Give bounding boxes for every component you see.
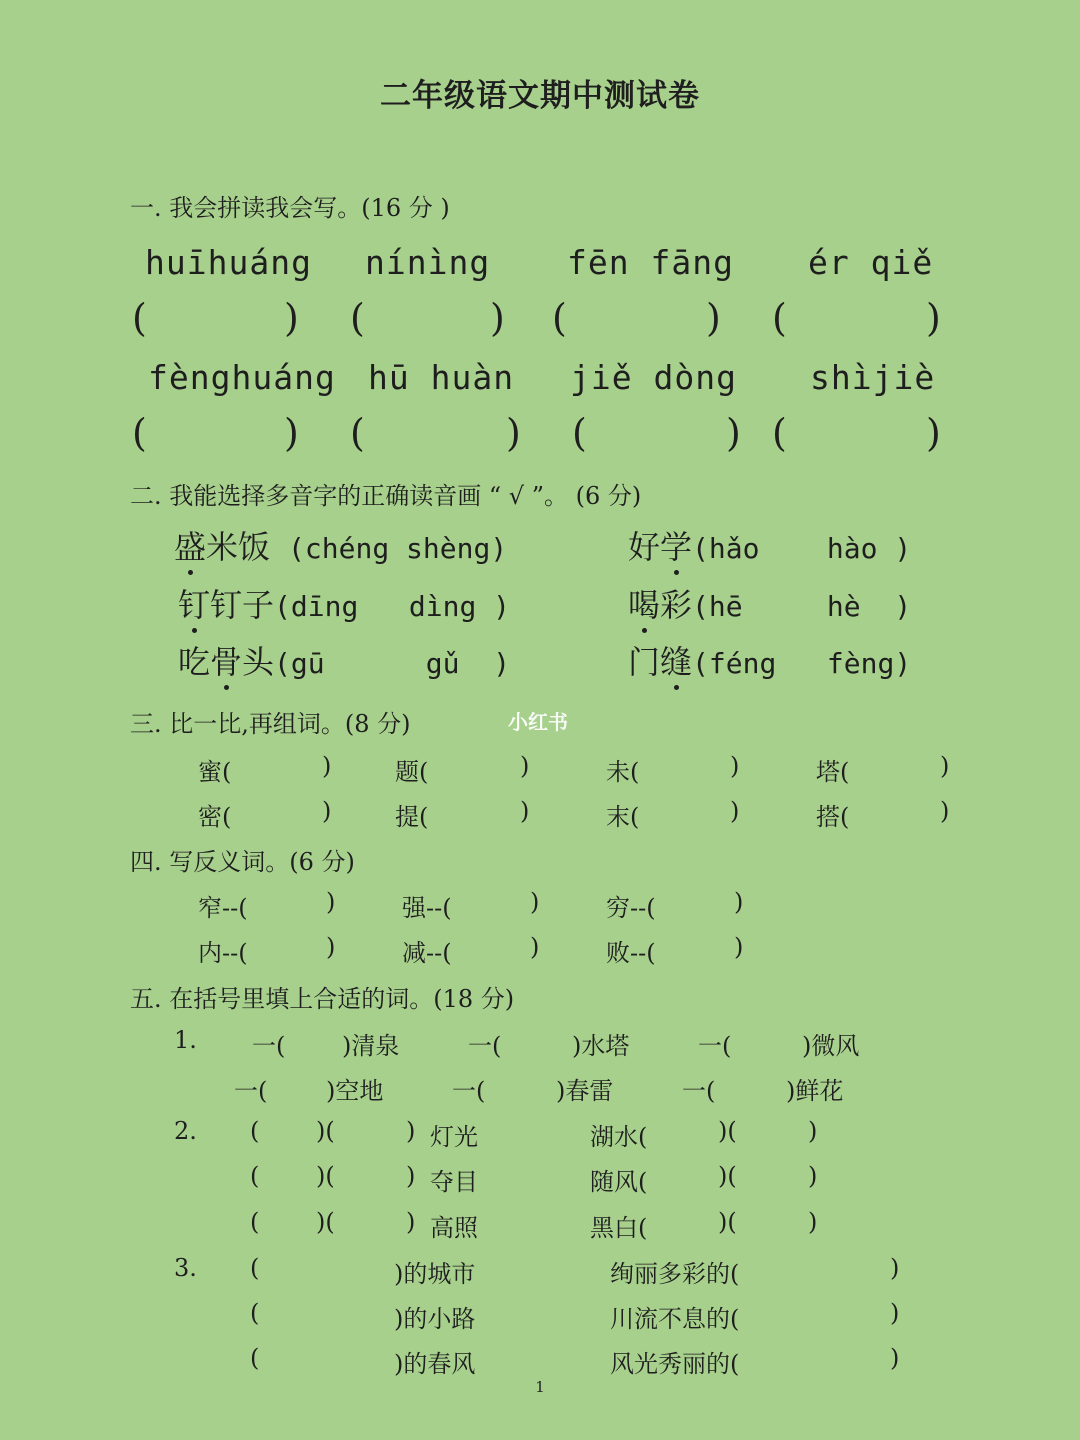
section-2-heading: 二. 我能选择多音字的正确读音画 “ √ ”。 (6 分) xyxy=(130,482,642,510)
compare-item: 未( xyxy=(606,758,640,786)
fill-word: 黑白( xyxy=(590,1214,648,1242)
paren-close: ) xyxy=(406,1117,416,1145)
compare-item: 蜜( xyxy=(198,758,232,786)
paren-close: ) xyxy=(520,797,530,825)
paren-close: ) xyxy=(940,797,950,825)
paren-close: ) xyxy=(406,1162,416,1190)
dotted-char: 喝 xyxy=(628,580,660,626)
pinyin-5: fènghuáng xyxy=(148,358,336,397)
fill-word: 随风( xyxy=(590,1168,648,1196)
pinyin-options: (dīng dìng ) xyxy=(274,590,511,623)
fill-word: 绚丽多彩的( xyxy=(610,1260,740,1288)
pinyin-3: fēn fāng xyxy=(567,243,734,282)
compare-item: 塔( xyxy=(816,758,850,786)
measure-word: )水塔 xyxy=(572,1032,630,1060)
pinyin-1: huīhuáng xyxy=(145,243,312,282)
fill-word: 风光秀丽的( xyxy=(610,1350,740,1378)
paren-open: ( xyxy=(250,1254,260,1282)
compare-item: 末( xyxy=(606,803,640,831)
paren-close: ) xyxy=(490,296,505,340)
antonym-item: 减--( xyxy=(402,939,452,967)
fill-word: )的城市 xyxy=(394,1260,476,1288)
paren-pair: )( xyxy=(316,1208,335,1236)
paren-close: ) xyxy=(284,411,299,455)
item-text: 钉子 xyxy=(210,586,275,624)
fill-word: 灯光 xyxy=(430,1123,478,1151)
paren-open: ( xyxy=(250,1299,260,1327)
antonym-item: 窄--( xyxy=(198,894,248,922)
section-1-heading: 一. 我会拼读我会写。(16 分 ) xyxy=(130,194,450,222)
compare-item: 搭( xyxy=(816,803,850,831)
dotted-char: 骨 xyxy=(210,637,242,683)
paren-open: ( xyxy=(552,296,567,340)
question-number: 3. xyxy=(174,1254,197,1282)
dotted-char: 钉 xyxy=(178,580,210,626)
compare-item: 提( xyxy=(395,803,429,831)
paren-open: ( xyxy=(250,1344,260,1372)
item-text: 米饭 xyxy=(206,528,271,566)
fill-word: 川流不息的( xyxy=(610,1305,740,1333)
paren-open: ( xyxy=(772,296,787,340)
pinyin-options: (chéng shèng) xyxy=(288,532,508,565)
paren-pair: )( xyxy=(316,1162,335,1190)
paren-close: ) xyxy=(940,752,950,780)
paren-close: ) xyxy=(726,411,741,455)
paren-open: ( xyxy=(350,296,365,340)
paren-pair: )( xyxy=(718,1208,737,1236)
paren-close: ) xyxy=(808,1162,818,1190)
measure-word: )空地 xyxy=(326,1077,384,1105)
polyphone-item xyxy=(628,580,911,626)
paren-open: ( xyxy=(250,1162,260,1190)
paren-close: ) xyxy=(808,1117,818,1145)
paren-close: ) xyxy=(326,888,336,916)
measure-blank: 一( xyxy=(682,1077,716,1105)
pinyin-6: hū huàn xyxy=(368,358,515,397)
paren-open: ( xyxy=(132,296,147,340)
paren-open: ( xyxy=(772,411,787,455)
paren-open: ( xyxy=(572,411,587,455)
dotted-char: 学 xyxy=(660,522,692,568)
polyphone-item xyxy=(628,522,911,568)
paren-close: ) xyxy=(520,752,530,780)
measure-blank: 一( xyxy=(452,1077,486,1105)
pinyin-options: (hǎo hào ) xyxy=(692,532,912,565)
fill-word: 高照 xyxy=(430,1214,478,1242)
section-5-heading: 五. 在括号里填上合适的词。(18 分) xyxy=(130,985,515,1013)
dotted-char: 缝 xyxy=(660,637,692,683)
paren-close: ) xyxy=(284,296,299,340)
measure-word: )清泉 xyxy=(342,1032,400,1060)
section-4-heading: 四. 写反义词。(6 分) xyxy=(130,848,355,876)
paren-open: ( xyxy=(250,1208,260,1236)
measure-word: )鲜花 xyxy=(786,1077,844,1105)
measure-word: )微风 xyxy=(802,1032,860,1060)
compare-item: 密( xyxy=(198,803,232,831)
paren-close: ) xyxy=(730,797,740,825)
item-text: 彩 xyxy=(660,586,693,624)
paren-pair: )( xyxy=(316,1117,335,1145)
paren-close: ) xyxy=(326,933,336,961)
polyphone-item xyxy=(178,580,510,626)
question-number: 1. xyxy=(174,1026,197,1054)
fill-word: 夺目 xyxy=(430,1168,478,1196)
paren-close: ) xyxy=(734,933,744,961)
watermark: 小红书 xyxy=(508,710,568,734)
fill-word: )的春风 xyxy=(394,1350,476,1378)
pinyin-options: (féng fèng) xyxy=(692,647,912,680)
polyphone-item xyxy=(174,522,507,568)
pinyin-options: (gū gǔ ) xyxy=(274,647,511,680)
item-text: 吃 xyxy=(178,643,211,681)
compare-item: 题( xyxy=(395,758,429,786)
paren-close: ) xyxy=(926,296,941,340)
measure-blank: 一( xyxy=(698,1032,732,1060)
item-text: 头 xyxy=(242,643,275,681)
antonym-item: 内--( xyxy=(198,939,248,967)
dotted-char: 盛 xyxy=(174,522,206,568)
page-title: 二年级语文期中测试卷 xyxy=(380,78,700,114)
paren-pair: )( xyxy=(718,1162,737,1190)
paren-close: ) xyxy=(530,888,540,916)
item-text: 好 xyxy=(628,528,661,566)
paren-close: ) xyxy=(890,1299,900,1327)
antonym-item: 败--( xyxy=(606,939,656,967)
pinyin-options: (hē hè ) xyxy=(692,590,912,623)
paren-close: ) xyxy=(890,1254,900,1282)
measure-blank: 一( xyxy=(234,1077,268,1105)
paren-open: ( xyxy=(132,411,147,455)
paren-close: ) xyxy=(734,888,744,916)
paren-close: ) xyxy=(890,1344,900,1372)
pinyin-4: ér qiě xyxy=(808,243,934,282)
paren-close: ) xyxy=(322,797,332,825)
page-number: 1 xyxy=(535,1378,545,1396)
fill-word: )的小路 xyxy=(394,1305,476,1333)
paren-open: ( xyxy=(250,1117,260,1145)
measure-word: )春雷 xyxy=(556,1077,614,1105)
measure-blank: 一( xyxy=(468,1032,502,1060)
question-number: 2. xyxy=(174,1117,197,1145)
item-text: 门 xyxy=(628,643,661,681)
paren-close: ) xyxy=(406,1208,416,1236)
antonym-item: 穷--( xyxy=(606,894,656,922)
measure-blank: 一( xyxy=(252,1032,286,1060)
paren-close: ) xyxy=(926,411,941,455)
paren-close: ) xyxy=(808,1208,818,1236)
pinyin-2: nínìng xyxy=(365,243,491,282)
section-3-heading: 三. 比一比,再组词。(8 分) xyxy=(130,710,411,738)
paren-open: ( xyxy=(350,411,365,455)
paren-close: ) xyxy=(530,933,540,961)
paren-close: ) xyxy=(706,296,721,340)
paren-pair: )( xyxy=(718,1117,737,1145)
paren-close: ) xyxy=(506,411,521,455)
paren-close: ) xyxy=(730,752,740,780)
antonym-item: 强--( xyxy=(402,894,452,922)
polyphone-item xyxy=(178,637,510,683)
pinyin-8: shìjiè xyxy=(810,358,936,397)
pinyin-7: jiě dòng xyxy=(570,358,737,397)
paren-close: ) xyxy=(322,752,332,780)
fill-word: 湖水( xyxy=(590,1123,648,1151)
polyphone-item xyxy=(628,637,911,683)
